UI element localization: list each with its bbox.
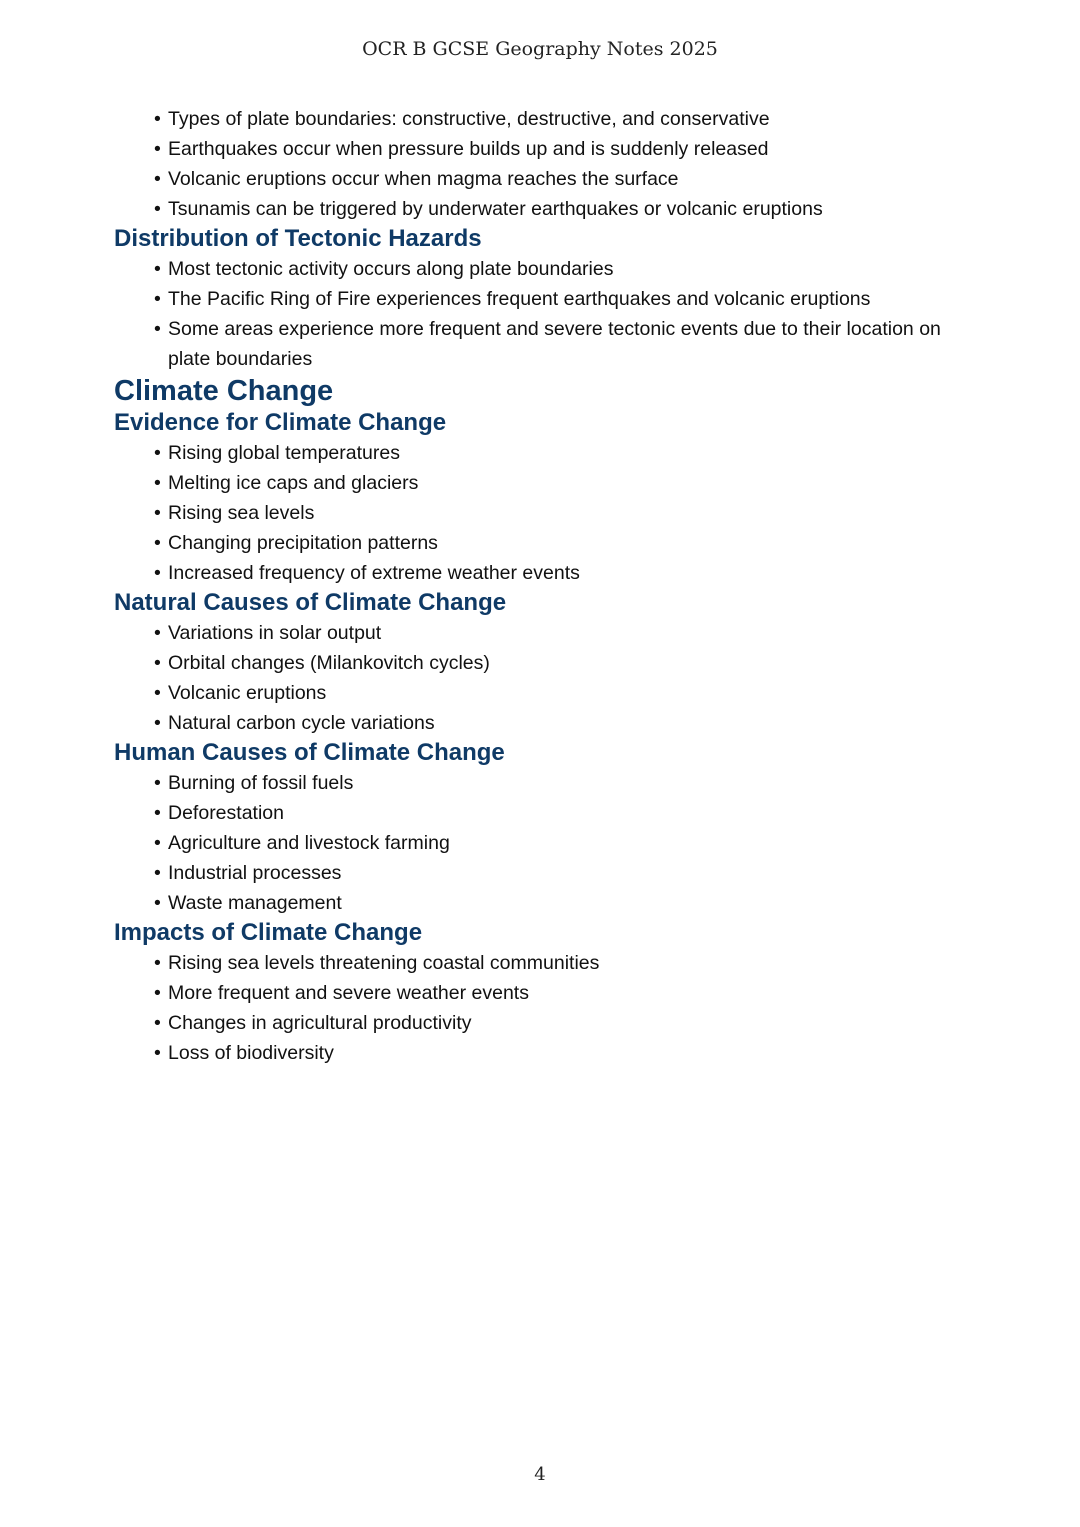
list-item: • Changes in agricultural productivity [154,1008,974,1038]
list-item: • The Pacific Ring of Fire experiences frequent earthquakes and volcanic eruptions [154,284,974,314]
list-item: • Rising global temperatures [154,438,974,468]
natural-causes-bullet-list [114,618,974,738]
human-causes-bullet-list [114,768,974,918]
list-item: • Changing precipitation patterns [154,528,974,558]
list-item: • Loss of biodiversity [154,1038,974,1068]
list-item: • Orbital changes (Milankovitch cycles) [154,648,974,678]
impacts-heading: Impacts of Climate Change [114,919,423,946]
list-item: • Types of plate boundaries: constructive, destructive, and conservative [154,104,974,134]
page-content [114,104,974,1068]
list-item: • Volcanic eruptions [154,678,974,708]
evidence-bullet-list [114,438,974,588]
human-causes-heading: Human Causes of Climate Change [114,739,505,766]
list-item: • Tsunamis can be triggered by underwater earthquakes or volcanic eruptions [154,194,974,224]
climate-change-heading: Climate Change [114,375,334,407]
intro-bullet-list [114,104,974,224]
distribution-heading: Distribution of Tectonic Hazards [114,225,482,252]
list-item: • Most tectonic activity occurs along plate boundaries [154,254,974,284]
list-item: • Volcanic eruptions occur when magma reaches the surface [154,164,974,194]
list-item: • Waste management [154,888,974,918]
distribution-bullet-list [114,254,974,374]
list-item: • Rising sea levels [154,498,974,528]
natural-causes-heading: Natural Causes of Climate Change [114,589,507,616]
list-item: • Some areas experience more frequent and severe tectonic events due to their location on plate boundaries [154,314,974,374]
impacts-bullet-list [114,948,974,1068]
list-item: • Rising sea levels threatening coastal communities [154,948,974,978]
list-item: • Melting ice caps and glaciers [154,468,974,498]
list-item: • Deforestation [154,798,974,828]
list-item: • Agriculture and livestock farming [154,828,974,858]
list-item: • Industrial processes [154,858,974,888]
list-item: • Burning of fossil fuels [154,768,974,798]
list-item: • Earthquakes occur when pressure builds up and is suddenly released [154,134,974,164]
list-item: • More frequent and severe weather events [154,978,974,1008]
running-header: OCR B GCSE Geography Notes 2025 [362,38,718,60]
page-number: 4 [534,1464,546,1485]
list-item: • Natural carbon cycle variations [154,708,974,738]
list-item: • Increased frequency of extreme weather events [154,558,974,588]
evidence-heading: Evidence for Climate Change [114,409,447,436]
list-item: • Variations in solar output [154,618,974,648]
